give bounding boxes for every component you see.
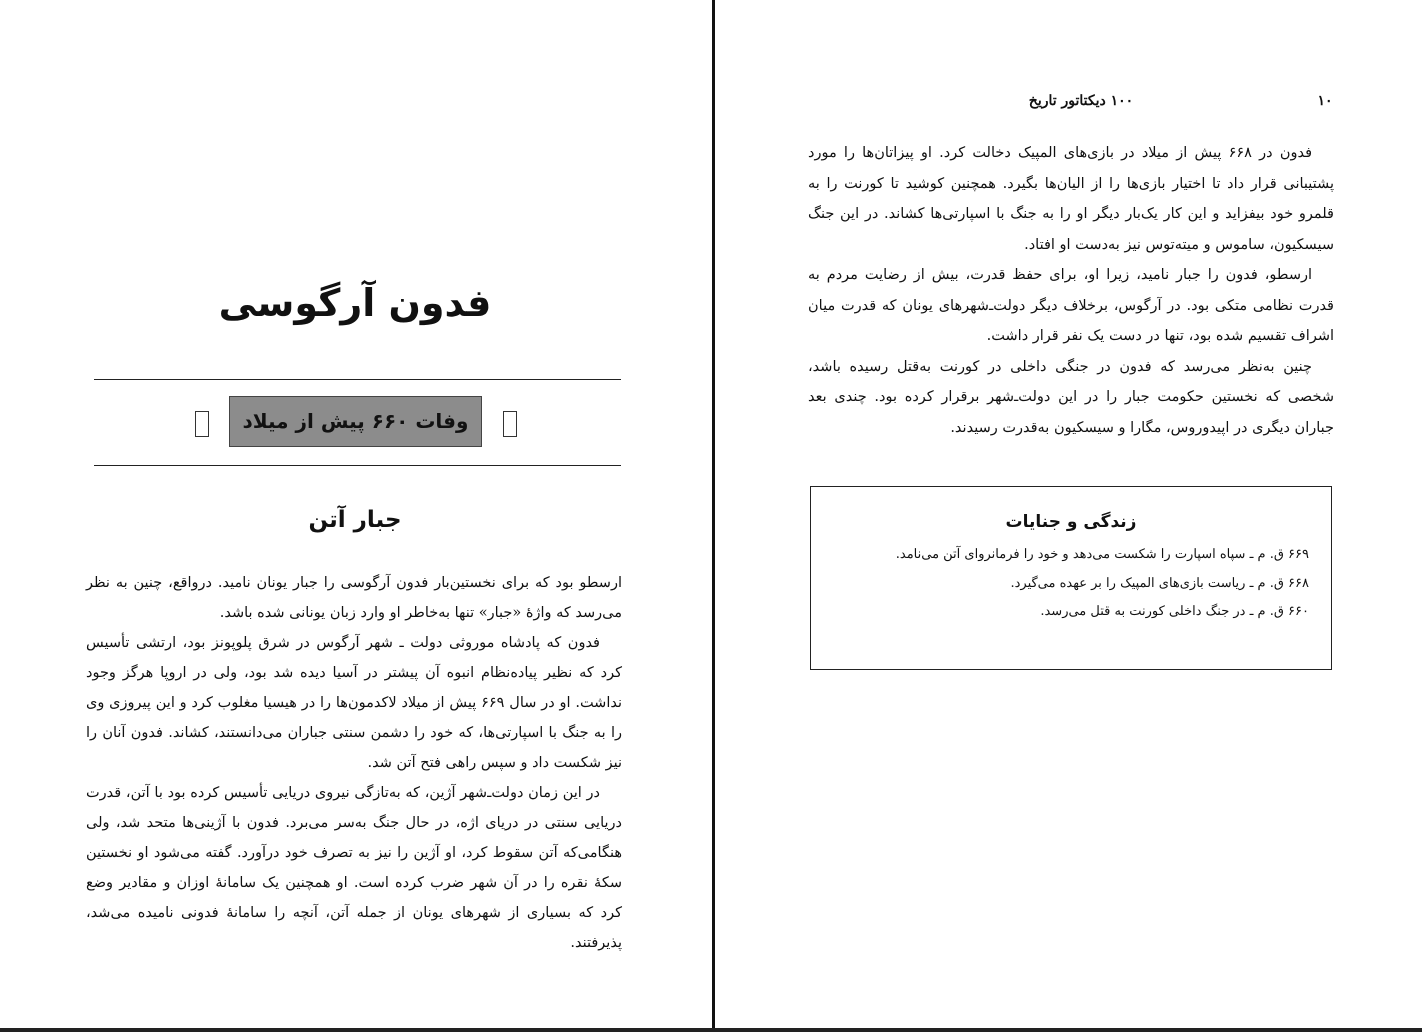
decorative-box-icon — [503, 411, 517, 437]
paragraph: فدون که پادشاه موروثی دولت ـ شهر آرگوس در شرق پلوپونز بود، ارتشی تأسیس کرد که نظیر پیاده‌نظام انبوه آن پیشتر در آسیا دیده شد بود، ولی در اروپا هرگز وجود نداشت. او در سال ۶۶۹ پیش از میلاد لاکدمون‌ها را در هیسیا مغلوب کرد و این پیروزی وی را به جنگ با اسپارتی‌ها، که خود را دشمن سنتی جباران می‌دانستند، کشاند. فدون آنان را نیز شکست داد و سپس راهی فتح آتن شد. — [86, 635, 623, 771]
paragraph: ارسطو، فدون را جبار نامید، زیرا او، برای حفظ قدرت، بیش از رضایت مردم به قدرت نظامی متکی بود. در آرگوس، برخلاف دیگر دولت‌ـ‌شهرهای یونان که قدرت میان اشراف تقسیم شده بود، تنها در دست یک نفر قرار داشت. — [808, 267, 1334, 344]
left-page — [0, 0, 712, 1028]
right-body-text — [808, 138, 1334, 443]
timeline-item: ۶۶۹ ق. م ـ سپاه اسپارت را شکست می‌دهد و خود را فرمانروای آتن می‌نامد. — [895, 547, 1309, 562]
top-divider — [94, 379, 621, 380]
section-title: جبار آتن — [308, 507, 402, 533]
timeline-list — [833, 541, 1309, 627]
running-head: ۱۰۰ دیکتاتور تاریخ — [1028, 93, 1134, 109]
death-date-badge: وفات ۶۶۰ پیش از میلاد — [229, 396, 482, 447]
left-body-text — [86, 568, 622, 958]
paragraph: در این زمان دولت‌ـ‌شهر آژین، که به‌تازگی نیروی دریایی تأسیس کرده بود با آتن، قدرت دریایی سنتی در دریای اژه، در حال جنگ به‌سر می‌برد. فدون با آژینی‌ها متحد شد، ولی هنگامی‌که آتن سقوط کرد، او آژین را نیز به تصرف خود درآورد. گفته می‌شود او نخستین سکهٔ نقره را در آن شهر ضرب کرده است. او همچنین یک سامانهٔ اوزان و مقادیر وضع کرد که بسیاری از شهرهای یونان از جمله آتن، آنچه را سامانهٔ فدونی نامیده می‌شد، پذیرفتند. — [86, 785, 622, 951]
timeline-item: ۶۶۸ ق. م ـ ریاست بازی‌های المپیک را بر عهده می‌گیرد. — [1010, 575, 1309, 591]
timeline-title: زندگی و جنایات — [1005, 512, 1137, 532]
decorative-box-icon — [195, 411, 209, 437]
paragraph: چنین به‌نظر می‌رسد که فدون در جنگی داخلی در کورنت به‌قتل رسیده باشد، شخصی که نخستین حکومت جبار را در این دولت‌ـ‌شهر برقرار کرده بود. چندی بعد جباران دیگری در اپیدوروس، مگارا و سیسکیون به‌قدرت رسیدند. — [808, 358, 1334, 436]
right-page — [716, 0, 1422, 1028]
page-gutter — [712, 0, 715, 1032]
paragraph: ارسطو بود که برای نخستین‌بار فدون آرگوسی را جبار یونان نامید. درواقع، چنین به نظر می‌رسد که واژهٔ «جبار» تنها به‌خاطر او وارد زبان یونانی شده باشد. — [86, 575, 622, 621]
timeline-item: ۶۶۰ ق. م ـ در جنگ داخلی کورنت به قتل می‌رسد. — [1040, 604, 1309, 619]
chapter-title: فدون آرگوسی — [218, 281, 492, 325]
timeline-box — [810, 486, 1332, 670]
bottom-border — [0, 1028, 1422, 1032]
bottom-divider — [94, 465, 621, 466]
page-number: ۱۰ — [1317, 93, 1333, 109]
paragraph: فدون در ۶۶۸ پیش از میلاد در بازی‌های المپیک دخالت کرد. او پیزاتان‌ها را مورد پشتیبانی قرار داد تا اختیار بازی‌ها را از الیان‌ها بگیرد. همچنین کوشید تا کورنت را به قلمرو خود بیفزاید و این کار یک‌بار دیگر او را به جنگ با اسپارتی‌ها کشاند. در این جنگ سیسکیون، ساموس و میته‌توس نیز به‌دست او افتاد. — [808, 145, 1334, 253]
